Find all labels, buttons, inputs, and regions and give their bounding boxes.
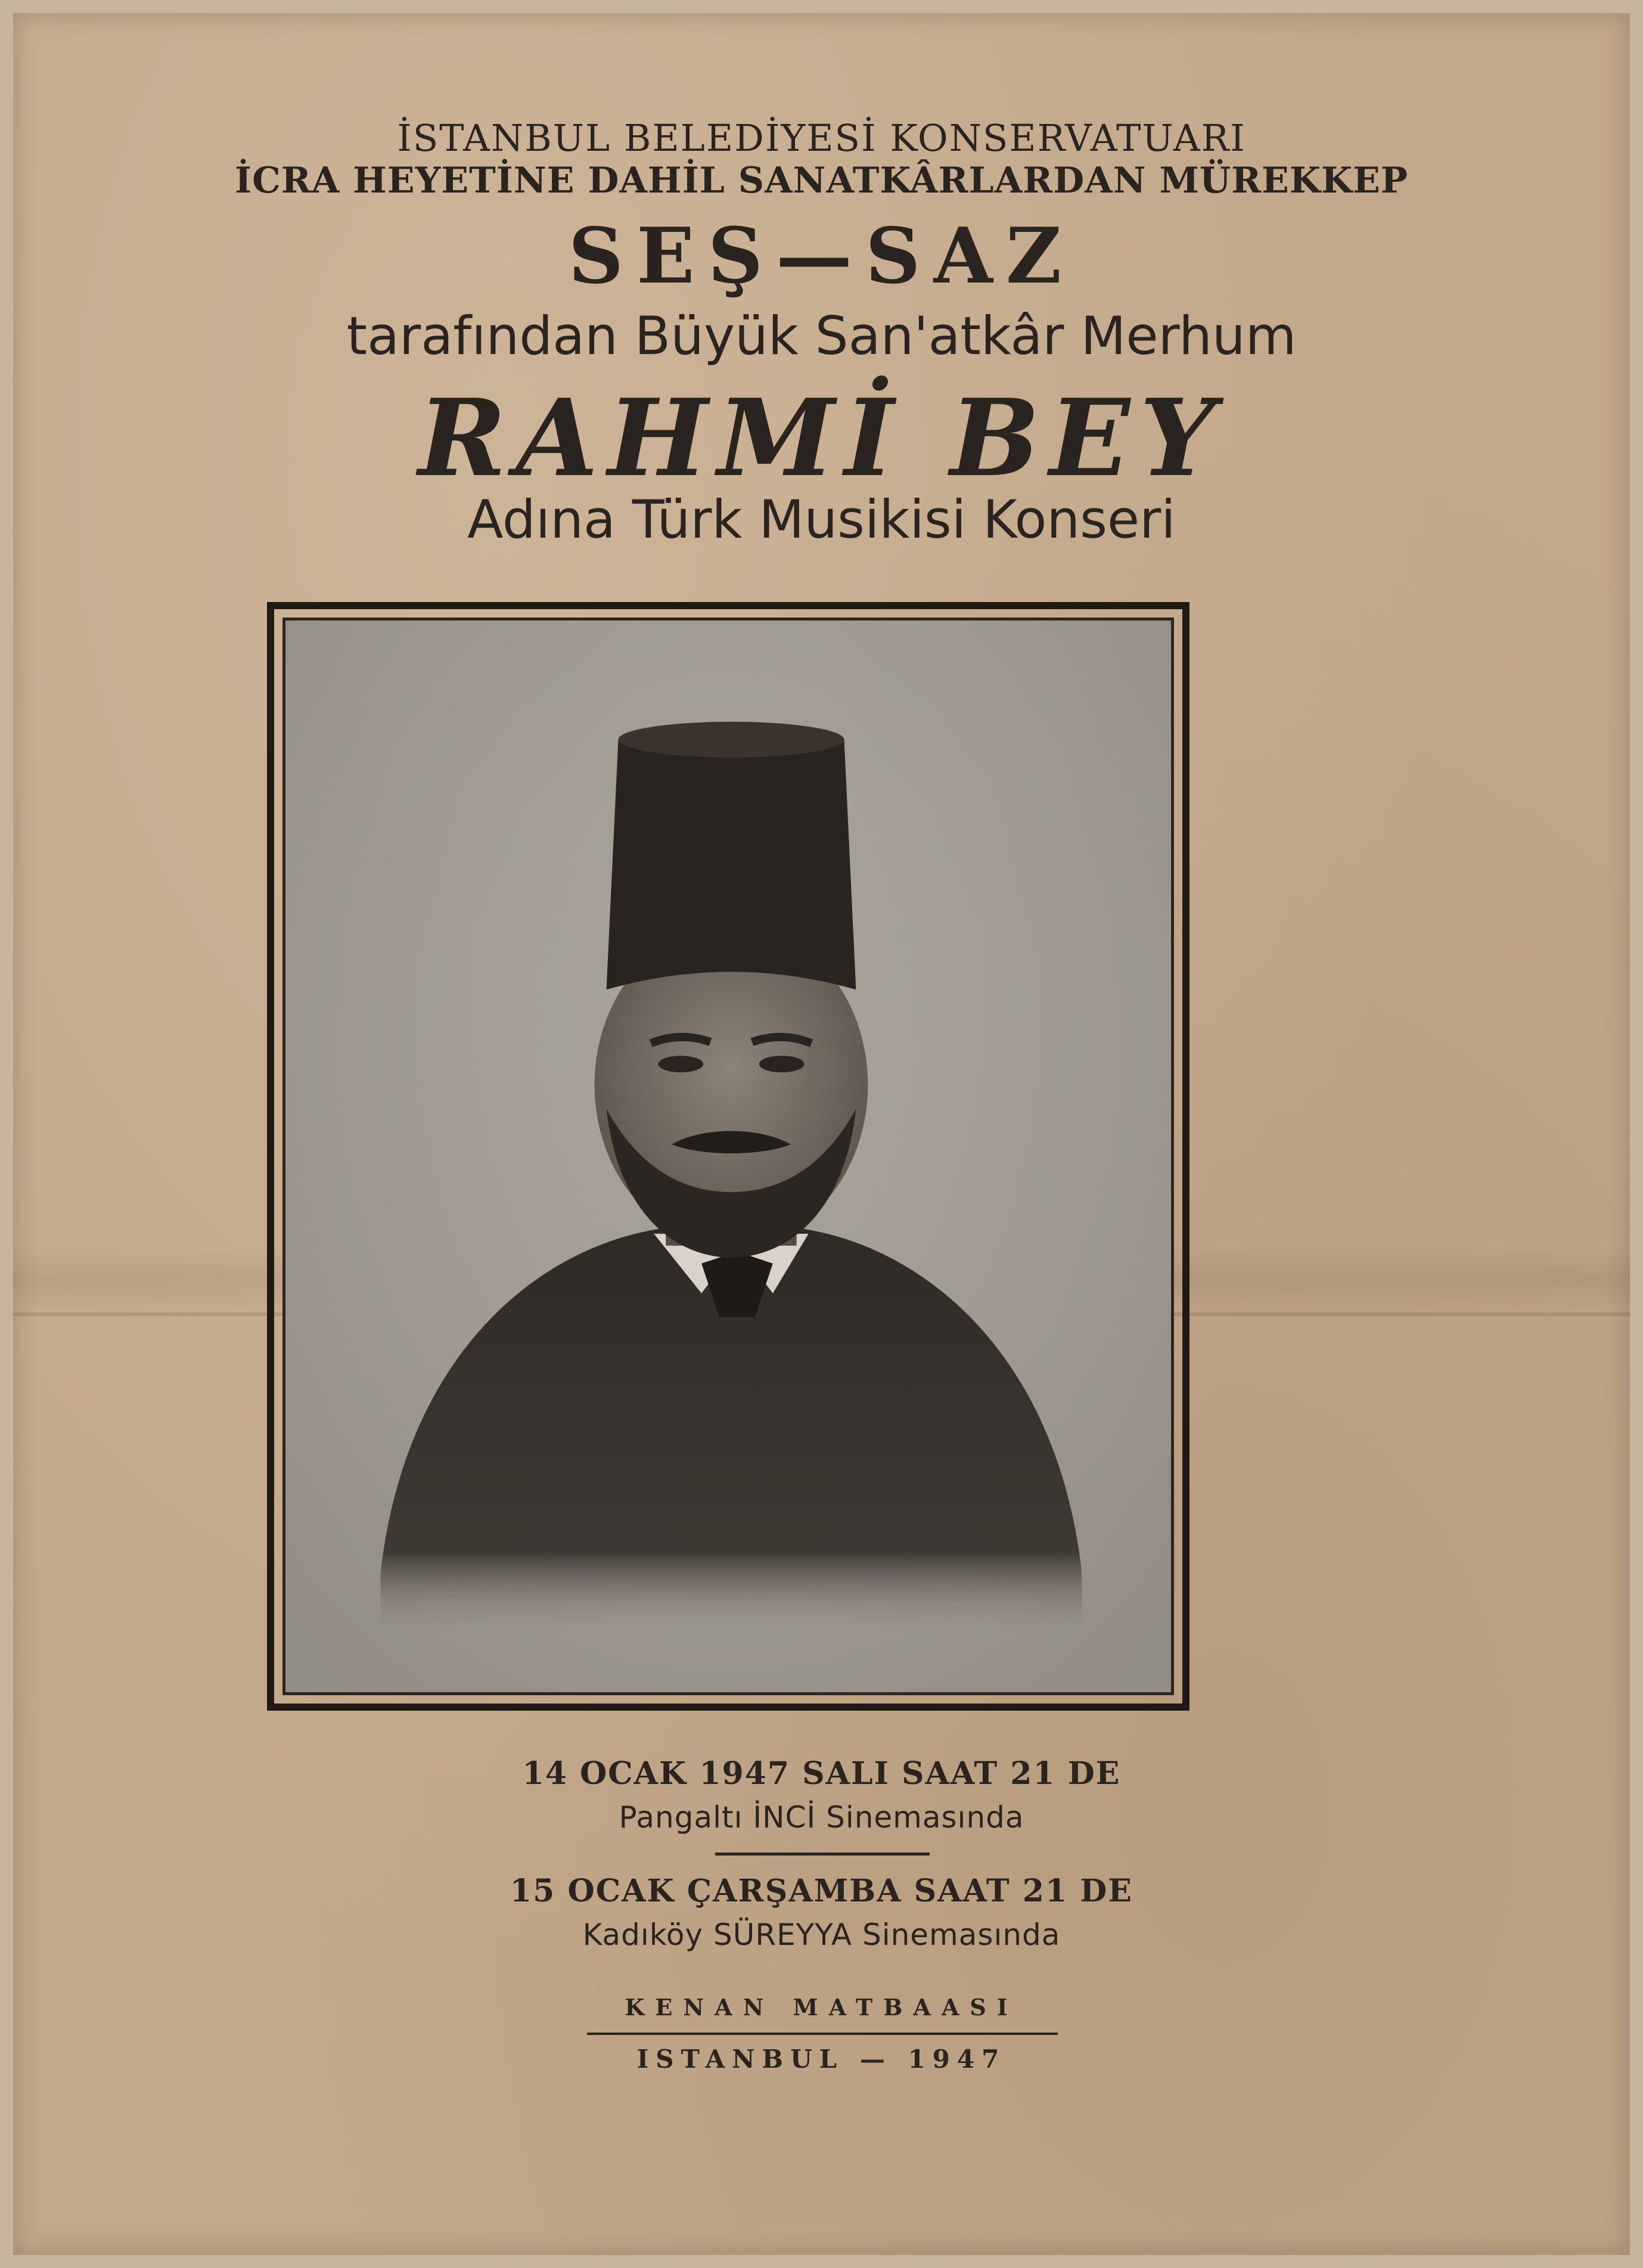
portrait-photo [282,618,1174,1695]
event-2-venue: Kadıköy SÜREYYA Sinemasında [582,1918,1061,1952]
event-separator [715,1853,930,1856]
event-1-venue: Pangaltı İNCİ Sinemasında [619,1800,1024,1835]
ensemble-description: İCRA HEYETİNE DAHİL SANATKÂRLARDAN MÜREKKEP [235,160,1408,201]
printer-name: KENAN MATBAASI [625,1994,1018,2021]
institution-name: İSTANBUL BELEDİYESİ KONSERVATUARI [397,116,1246,160]
event-2-datetime: 15 OCAK ÇARŞAMBA SAAT 21 DE [510,1873,1133,1909]
portrait-frame [267,602,1189,1711]
concert-title: Adına Türk Musikisi Konseri [467,489,1176,550]
event-1-datetime: 14 OCAK 1947 SALI SAAT 21 DE [522,1755,1121,1792]
printer-place-year: ISTANBUL — 1947 [636,2044,1007,2074]
honoree-name: RAHMİ BEY [418,376,1225,500]
by-line: tarafından Büyük San'atkâr Merhum [346,305,1297,367]
printer-separator [587,2033,1058,2035]
portrait-figure [285,620,1171,1692]
ensemble-name: SEŞ—SAZ [568,212,1075,301]
